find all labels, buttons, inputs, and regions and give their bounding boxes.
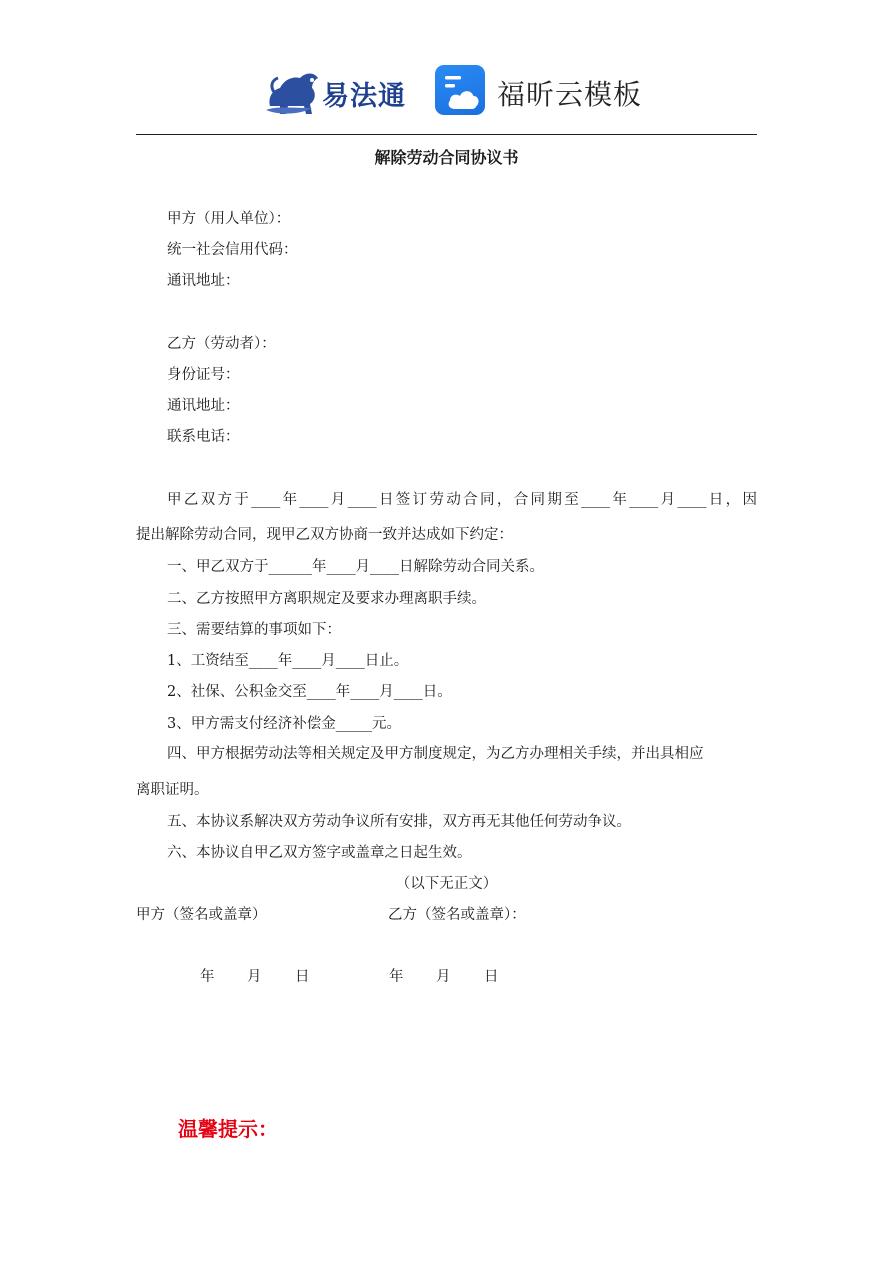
- party-a-name-label: 甲方（用人单位）：: [167, 211, 291, 227]
- party-a-credit-code-label: 统一社会信用代码：: [167, 242, 298, 258]
- yifatong-brand-text: 易法通: [322, 81, 406, 112]
- party-a-signature-label: 甲方（签名或盖章）: [136, 907, 267, 923]
- party-a-date-day: 日: [295, 969, 310, 985]
- party-a-date-year: 年: [200, 969, 215, 985]
- party-b-date-month: 月: [436, 969, 451, 985]
- warm-tip-heading: 温馨提示：: [178, 1117, 278, 1141]
- clause-1: 一、甲乙双方于______年____月____日解除劳动合同关系。: [167, 559, 544, 575]
- clause-2: 二、乙方按照甲方离职规定及要求办理离职手续。: [167, 591, 486, 607]
- document-title: 解除劳动合同协议书: [374, 148, 519, 167]
- qilin-icon: [262, 62, 324, 118]
- party-a-address-label: 通讯地址：: [167, 273, 240, 289]
- party-b-id-label: 身份证号：: [167, 367, 240, 383]
- party-a-date-month: 月: [247, 969, 262, 985]
- clause-4-line-2: 离职证明。: [136, 782, 209, 798]
- party-b-phone-label: 联系电话：: [167, 429, 240, 445]
- clause-5: 五、本协议系解决双方劳动争议所有安排，双方再无其他任何劳动争议。: [167, 814, 631, 830]
- clause-4-line-1: 四、甲方根据劳动法等相关规定及甲方制度规定，为乙方办理相关手续，并出具相应: [167, 746, 704, 762]
- intro-paragraph-line-2: 提出解除劳动合同，现甲乙双方协商一致并达成如下约定：: [136, 527, 513, 543]
- party-b-name-label: 乙方（劳动者）：: [167, 336, 276, 352]
- settlement-item-2: 2、社保、公积金交至____年____月____日。: [167, 684, 452, 700]
- header-divider: [136, 134, 757, 135]
- clause-3: 三、需要结算的事项如下：: [167, 622, 341, 638]
- cloud-document-icon: [435, 65, 485, 115]
- party-b-date-day: 日: [484, 969, 499, 985]
- party-b-signature-label: 乙方（签名或盖章）：: [388, 907, 526, 923]
- party-b-address-label: 通讯地址：: [167, 398, 240, 414]
- no-more-text-note: （以下无正文）: [395, 876, 498, 892]
- foxit-brand-text: 福昕云模板: [497, 78, 643, 111]
- party-b-date-year: 年: [389, 969, 404, 985]
- clause-6: 六、本协议自甲乙双方签字或盖章之日起生效。: [167, 845, 472, 861]
- yifatong-logo: [262, 62, 414, 118]
- settlement-item-1: 1、工资结至____年____月____日止。: [167, 653, 409, 669]
- settlement-item-3: 3、甲方需支付经济补偿金_____元。: [167, 716, 401, 732]
- intro-paragraph-line-1: 甲乙双方于____年____月____日签订劳动合同，合同期至____年____月____日，因: [167, 492, 757, 508]
